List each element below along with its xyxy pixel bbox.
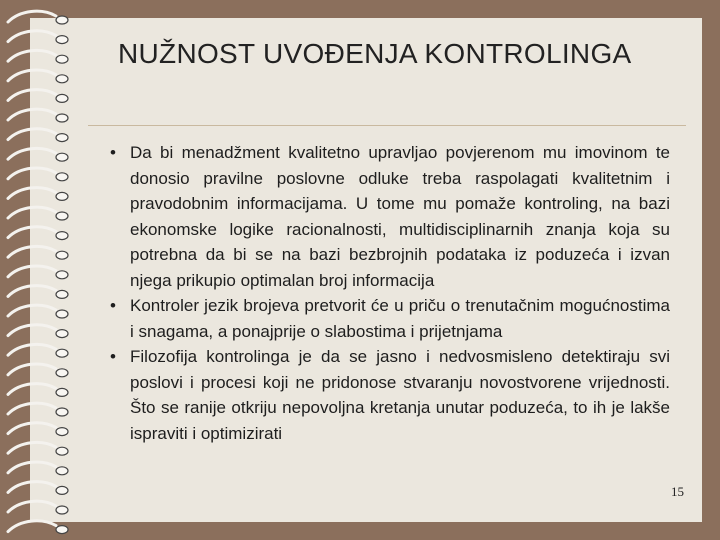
binding-ring	[8, 325, 56, 336]
page-number: 15	[671, 484, 684, 499]
binding-ring	[8, 31, 56, 42]
bullet-marker: •	[110, 296, 116, 315]
binding-hole	[56, 349, 68, 357]
binding-ring	[8, 70, 56, 81]
binding-ring	[8, 207, 56, 218]
binding-hole	[56, 212, 68, 220]
binding-ring	[8, 364, 56, 375]
binding-hole	[56, 369, 68, 377]
binding-hole	[56, 94, 68, 102]
binding-ring	[8, 50, 56, 61]
binding-ring	[8, 168, 56, 179]
list-item	[110, 344, 670, 446]
binding-ring	[8, 305, 56, 316]
binding-hole	[56, 467, 68, 475]
binding-hole	[56, 388, 68, 396]
binding-hole	[56, 55, 68, 63]
binding-hole	[56, 271, 68, 279]
binding-hole	[56, 447, 68, 455]
binding-ring	[8, 384, 56, 395]
binding-ring	[8, 521, 56, 532]
binding-hole	[56, 330, 68, 338]
page-title: NUŽNOST UVOĐENJA KONTROLINGA	[118, 38, 632, 69]
binding-ring	[8, 109, 56, 120]
title-divider	[88, 125, 686, 126]
binding-ring	[8, 188, 56, 199]
bullet-text: Kontroler jezik brojeva pretvorit će u priču o trenutačnim mogućnostima i snagama, a ponajprije o slabostima i prijetnjama	[130, 296, 670, 341]
binding-hole	[56, 290, 68, 298]
binding-hole	[56, 408, 68, 416]
binding-ring	[8, 442, 56, 453]
binding-hole	[56, 134, 68, 142]
binding-hole	[56, 114, 68, 122]
binding-ring	[8, 501, 56, 512]
binding-hole	[56, 526, 68, 534]
binding-ring	[8, 482, 56, 493]
list-item	[110, 140, 670, 293]
list-item	[110, 293, 670, 344]
binding-hole	[56, 428, 68, 436]
bullet-text: Da bi menadžment kvalitetno upravljao povjerenom mu imovinom te donosio pravilne poslovne odluke treba raspolagati kvalitetnim i pravodobnim informacijama. U tome mu pomaže kontroling, na bazi ekonomske logike racionalnosti, multidisciplinarnih znanja koja su potrebna da bi se na bazi bezbrojnih podataka iz poduzeća i izvan njega prikupio optimalan broj informacija	[130, 143, 670, 290]
binding-ring	[8, 246, 56, 257]
binding-hole	[56, 192, 68, 200]
binding-ring	[8, 90, 56, 101]
binding-ring	[8, 266, 56, 277]
binding-hole	[56, 486, 68, 494]
binding-hole	[56, 153, 68, 161]
bullet-marker: •	[110, 347, 116, 366]
binding-ring	[8, 227, 56, 238]
binding-hole	[56, 173, 68, 181]
binding-ring	[8, 344, 56, 355]
binding-hole	[56, 251, 68, 259]
binding-ring	[8, 286, 56, 297]
binding-hole	[56, 232, 68, 240]
binding-ring	[8, 423, 56, 434]
bullet-text: Filozofija kontrolinga je da se jasno i nedvosmisleno detektiraju svi poslovi i procesi koji ne pridonose stvaranju novostvorene vrijednosti. Što se ranije otkriju nepovoljna kretanja unutar poduzeća, to ih je lakše ispraviti i optimizirati	[130, 347, 670, 443]
bullet-marker: •	[110, 143, 116, 162]
binding-hole	[56, 36, 68, 44]
bullet-list	[110, 140, 670, 446]
binding-hole	[56, 506, 68, 514]
binding-ring	[8, 148, 56, 159]
binding-hole	[56, 310, 68, 318]
binding-hole	[56, 75, 68, 83]
binding-ring	[8, 462, 56, 473]
binding-ring	[8, 11, 56, 22]
binding-ring	[8, 129, 56, 140]
binding-hole	[56, 16, 68, 24]
binding-ring	[8, 403, 56, 414]
spiral-binding-icon	[0, 0, 80, 540]
